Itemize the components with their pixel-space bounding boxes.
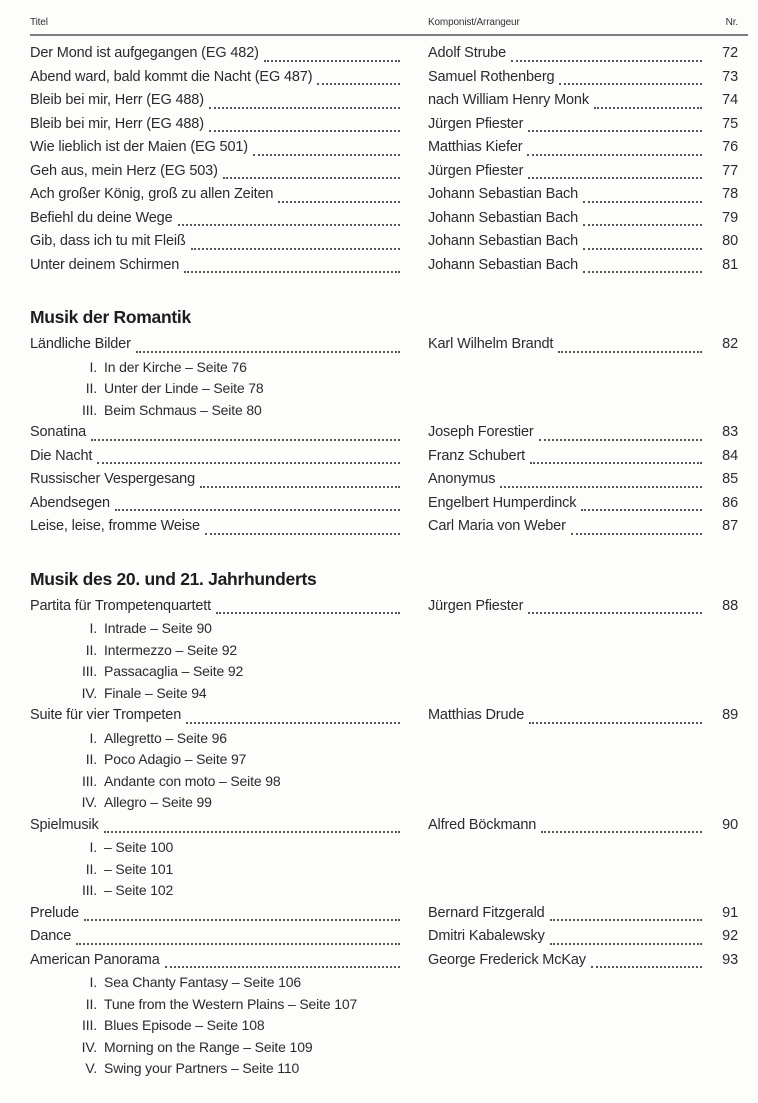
- movement-row: [30, 640, 748, 662]
- entry-composer: Matthias Drude: [428, 707, 525, 723]
- entry-composer-cell: [428, 492, 712, 516]
- toc-entry: [30, 949, 748, 1080]
- entry-title-cell: [30, 333, 403, 357]
- movement-row: [30, 400, 748, 422]
- title-dot-leader: [223, 177, 400, 179]
- entry-title-cell: [30, 42, 403, 66]
- entry-composer-cell: [428, 42, 712, 66]
- movement-text: Unter der Linde – Seite 78: [104, 380, 264, 396]
- entry-composer: Adolf Strube: [428, 45, 506, 61]
- movement-text: – Seite 101: [104, 860, 174, 877]
- entry-title: Sonatina: [30, 424, 87, 440]
- entry-number: 78: [722, 186, 738, 202]
- entry-composer: Engelbert Humperdinck: [428, 494, 577, 511]
- movement-text: Poco Adagio – Seite 97: [104, 751, 247, 767]
- entry-title-cell: [30, 595, 403, 619]
- movement-text: Finale – Seite 94: [104, 684, 207, 701]
- entry-title-cell: [30, 230, 403, 254]
- title-dot-leader: [104, 831, 400, 833]
- movement-numeral: I.: [89, 620, 97, 636]
- entry-number: 89: [722, 707, 738, 723]
- entry-number: 88: [722, 597, 738, 614]
- entry-title-cell: [30, 704, 403, 728]
- entry-row: [30, 704, 748, 728]
- title-dot-leader: [184, 271, 400, 273]
- entry-composer: Bernard Fitzgerald: [428, 904, 545, 921]
- composer-dot-leader: [558, 351, 702, 353]
- movement-row: [30, 994, 748, 1016]
- composer-dot-leader: [594, 107, 702, 109]
- composer-dot-leader: [583, 201, 702, 203]
- entry-composer: Matthias Kiefer: [428, 139, 523, 155]
- toc-column-header: [30, 17, 748, 36]
- entry-composer: Franz Schubert: [428, 447, 526, 464]
- entry-number: 82: [722, 336, 738, 352]
- entry-composer-cell: [428, 925, 712, 949]
- composer-dot-leader: [559, 83, 702, 85]
- entry-row: [30, 42, 748, 66]
- entry-composer: nach William Henry Monk: [428, 92, 589, 108]
- composer-dot-leader: [550, 943, 702, 945]
- entry-number: 80: [722, 233, 738, 249]
- movement-numeral: III.: [82, 1017, 97, 1033]
- entry-composer-cell: [428, 207, 712, 231]
- toc-entry: [30, 254, 748, 278]
- entry-title-cell: [30, 421, 403, 445]
- composer-dot-leader: [530, 462, 702, 464]
- entry-list: [30, 595, 748, 1080]
- entry-number: 84: [722, 447, 738, 464]
- entry-list: [30, 42, 748, 277]
- movement-numeral: III.: [82, 663, 97, 679]
- column-header-composer: Komponist/Arrangeur: [428, 17, 520, 28]
- toc-section: [30, 567, 748, 1080]
- movement-text: Passacaglia – Seite 92: [104, 663, 244, 679]
- entry-title-cell: [30, 113, 403, 137]
- entry-number: 74: [722, 92, 738, 108]
- entry-row: [30, 445, 748, 469]
- entry-composer: Carl Maria von Weber: [428, 518, 566, 534]
- entry-composer: Anonymus: [428, 471, 496, 487]
- toc-entry: [30, 814, 748, 902]
- movement-numeral: IV.: [81, 1038, 97, 1055]
- movement-row: [30, 357, 748, 379]
- entry-composer-cell: [428, 113, 712, 137]
- movement-text: Blues Episode – Seite 108: [104, 1017, 265, 1033]
- entry-row: [30, 421, 748, 445]
- entry-row: [30, 492, 748, 516]
- entry-row: [30, 949, 748, 973]
- entry-composer-cell: [428, 230, 712, 254]
- entry-title-cell: [30, 902, 403, 926]
- title-dot-leader: [165, 966, 400, 968]
- entry-composer: Karl Wilhelm Brandt: [428, 336, 554, 352]
- movement-numeral: II.: [85, 380, 97, 396]
- entry-title: Abend ward, bald kommt die Nacht (EG 487): [30, 68, 313, 85]
- entry-composer-cell: [428, 515, 712, 539]
- entry-row: [30, 230, 748, 254]
- toc-entry: [30, 207, 748, 231]
- entry-number: 75: [722, 115, 738, 132]
- composer-dot-leader: [581, 509, 702, 511]
- title-dot-leader: [91, 439, 400, 441]
- composer-dot-leader: [528, 130, 702, 132]
- entry-row: [30, 89, 748, 113]
- entry-title: Wie lieblich ist der Maien (EG 501): [30, 139, 248, 155]
- movement-row: [30, 859, 748, 881]
- toc-entry: [30, 89, 748, 113]
- entry-title: Ländliche Bilder: [30, 336, 131, 352]
- title-dot-leader: [209, 107, 400, 109]
- movement-numeral: II.: [85, 641, 97, 658]
- entry-row: [30, 925, 748, 949]
- entry-composer-cell: [428, 333, 712, 357]
- title-dot-leader: [200, 486, 400, 488]
- entry-composer: Johann Sebastian Bach: [428, 256, 579, 273]
- toc-entry: [30, 333, 748, 421]
- entry-title: Suite für vier Trompeten: [30, 707, 182, 723]
- movement-numeral: I.: [89, 839, 97, 855]
- entry-title-cell: [30, 515, 403, 539]
- toc-entry: [30, 113, 748, 137]
- entry-composer-cell: [428, 445, 712, 469]
- movement-text: Beim Schmaus – Seite 80: [104, 401, 262, 418]
- composer-dot-leader: [539, 439, 702, 441]
- movement-numeral: I.: [89, 729, 97, 746]
- toc-entry: [30, 704, 748, 814]
- movement-row: [30, 683, 748, 705]
- entry-list: [30, 333, 748, 539]
- entry-number: 83: [722, 424, 738, 440]
- entry-composer-cell: [428, 421, 712, 445]
- entry-row: [30, 515, 748, 539]
- toc-entry: [30, 66, 748, 90]
- toc-entry: [30, 445, 748, 469]
- entry-composer-cell: [428, 902, 712, 926]
- entry-row: [30, 595, 748, 619]
- entry-composer-cell: [428, 814, 712, 838]
- entry-row: [30, 254, 748, 278]
- movement-row: [30, 728, 748, 750]
- entry-title-cell: [30, 814, 403, 838]
- movement-row: [30, 771, 748, 793]
- movement-numeral: I.: [89, 974, 97, 990]
- entry-title-cell: [30, 89, 403, 113]
- entry-composer-cell: [428, 66, 712, 90]
- title-dot-leader: [205, 533, 400, 535]
- column-header-number: Nr.: [725, 17, 738, 28]
- movement-row: [30, 792, 748, 814]
- section-heading: Musik der Romantik: [30, 307, 191, 327]
- movement-row: [30, 880, 748, 902]
- composer-dot-leader: [527, 154, 702, 156]
- toc-entry: [30, 925, 748, 949]
- entry-row: [30, 66, 748, 90]
- entry-composer: Samuel Rothenberg: [428, 68, 555, 85]
- movement-text: In der Kirche – Seite 76: [104, 358, 247, 375]
- title-dot-leader: [186, 722, 400, 724]
- entry-row: [30, 902, 748, 926]
- movement-text: Andante con moto – Seite 98: [104, 772, 281, 789]
- toc-entry: [30, 183, 748, 207]
- title-dot-leader: [216, 612, 400, 614]
- toc-entry: [30, 468, 748, 492]
- movement-numeral: IV.: [81, 684, 97, 701]
- title-dot-leader: [136, 351, 400, 353]
- movement-numeral: III.: [82, 882, 97, 898]
- movement-row: [30, 661, 748, 683]
- title-dot-leader: [278, 201, 400, 203]
- movement-list: [30, 837, 748, 902]
- entry-title: Russischer Vespergesang: [30, 471, 196, 487]
- entry-number: 72: [722, 45, 738, 61]
- section-heading: Musik des 20. und 21. Jahrhunderts: [30, 568, 317, 589]
- entry-title: Geh aus, mein Herz (EG 503): [30, 162, 218, 179]
- entry-row: [30, 136, 748, 160]
- entry-composer-cell: [428, 89, 712, 113]
- entry-composer: Joseph Forestier: [428, 424, 534, 440]
- entry-title-cell: [30, 207, 403, 231]
- title-dot-leader: [191, 248, 400, 250]
- entry-composer-cell: [428, 254, 712, 278]
- movement-text: Intrade – Seite 90: [104, 620, 212, 636]
- entry-number: 87: [722, 518, 738, 534]
- entry-title-cell: [30, 254, 403, 278]
- entry-title: Prelude: [30, 904, 79, 921]
- title-dot-leader: [178, 224, 401, 226]
- entry-number: 93: [722, 951, 738, 968]
- movement-text: Allegretto – Seite 96: [104, 729, 227, 746]
- movement-list: [30, 972, 748, 1080]
- movement-row: [30, 749, 748, 771]
- movement-row: [30, 378, 748, 400]
- entry-title-cell: [30, 492, 403, 516]
- entry-title: Bleib bei mir, Herr (EG 488): [30, 92, 204, 108]
- entry-number: 86: [722, 494, 738, 511]
- movement-list: [30, 728, 748, 814]
- entry-composer: Johann Sebastian Bach: [428, 186, 579, 202]
- entry-composer-cell: [428, 183, 712, 207]
- movement-row: [30, 618, 748, 640]
- entry-title: Partita für Trompetenquartett: [30, 597, 212, 614]
- entry-composer: Dmitri Kabalewsky: [428, 928, 545, 944]
- composer-dot-leader: [529, 722, 702, 724]
- title-dot-leader: [317, 83, 400, 85]
- composer-dot-leader: [511, 60, 702, 62]
- entry-row: [30, 207, 748, 231]
- entry-number: 92: [722, 928, 738, 944]
- toc-body: [30, 42, 748, 1080]
- entry-title-cell: [30, 949, 403, 973]
- toc-section: [30, 42, 748, 277]
- movement-numeral: I.: [89, 358, 97, 375]
- title-dot-leader: [253, 154, 400, 156]
- movement-text: Morning on the Range – Seite 109: [104, 1038, 313, 1055]
- movement-text: – Seite 102: [104, 882, 174, 898]
- movement-numeral: IV.: [81, 794, 97, 810]
- title-dot-leader: [97, 462, 400, 464]
- movement-text: Tune from the Western Plains – Seite 107: [104, 995, 358, 1012]
- movement-numeral: III.: [82, 772, 97, 789]
- toc-entry: [30, 492, 748, 516]
- entry-title-cell: [30, 66, 403, 90]
- movement-row: [30, 837, 748, 859]
- movement-numeral: II.: [85, 751, 97, 767]
- title-dot-leader: [209, 130, 400, 132]
- movement-row: [30, 1015, 748, 1037]
- movement-row: [30, 972, 748, 994]
- entry-title: Dance: [30, 928, 72, 944]
- entry-row: [30, 113, 748, 137]
- entry-title: Gib, dass ich tu mit Fleiß: [30, 233, 186, 249]
- movement-row: [30, 1037, 748, 1059]
- entry-title: American Panorama: [30, 951, 160, 968]
- entry-composer: Jürgen Pfiester: [428, 162, 524, 179]
- entry-title: Befiehl du deine Wege: [30, 209, 173, 226]
- movement-list: [30, 618, 748, 704]
- composer-dot-leader: [583, 224, 702, 226]
- movement-text: Allegro – Seite 99: [104, 794, 212, 810]
- entry-number: 73: [722, 68, 738, 85]
- entry-number: 85: [722, 471, 738, 487]
- toc-entry: [30, 136, 748, 160]
- entry-composer-cell: [428, 136, 712, 160]
- toc-entry: [30, 42, 748, 66]
- composer-dot-leader: [541, 831, 702, 833]
- entry-row: [30, 814, 748, 838]
- entry-title-cell: [30, 183, 403, 207]
- movement-text: Intermezzo – Seite 92: [104, 641, 238, 658]
- entry-title-cell: [30, 925, 403, 949]
- toc-entry: [30, 595, 748, 705]
- toc-section: [30, 305, 748, 539]
- entry-row: [30, 333, 748, 357]
- entry-title-cell: [30, 445, 403, 469]
- composer-dot-leader: [571, 533, 702, 535]
- entry-number: 91: [722, 904, 738, 921]
- entry-title-cell: [30, 468, 403, 492]
- title-dot-leader: [84, 919, 400, 921]
- entry-composer: Alfred Böckmann: [428, 816, 537, 833]
- composer-dot-leader: [583, 271, 702, 273]
- toc-entry: [30, 421, 748, 445]
- composer-dot-leader: [528, 612, 702, 614]
- movement-row: [30, 1058, 748, 1080]
- entry-row: [30, 183, 748, 207]
- toc-entry: [30, 230, 748, 254]
- entry-title: Ach großer König, groß zu allen Zeiten: [30, 186, 274, 202]
- entry-composer: George Frederick McKay: [428, 951, 586, 968]
- entry-title: Leise, leise, fromme Weise: [30, 518, 200, 534]
- entry-row: [30, 468, 748, 492]
- entry-row: [30, 160, 748, 184]
- movement-numeral: V.: [85, 1060, 97, 1076]
- movement-text: – Seite 100: [104, 839, 174, 855]
- entry-title: Der Mond ist aufgegangen (EG 482): [30, 45, 259, 61]
- toc-entry: [30, 515, 748, 539]
- entry-number: 79: [722, 209, 738, 226]
- movement-numeral: II.: [85, 860, 97, 877]
- composer-dot-leader: [528, 177, 702, 179]
- entry-number: 77: [722, 162, 738, 179]
- entry-number: 90: [722, 816, 738, 833]
- entry-title: Die Nacht: [30, 447, 93, 464]
- movement-numeral: III.: [82, 401, 97, 418]
- column-header-title: Titel: [30, 17, 48, 28]
- composer-dot-leader: [583, 248, 702, 250]
- title-dot-leader: [264, 60, 400, 62]
- entry-composer-cell: [428, 468, 712, 492]
- entry-composer: Jürgen Pfiester: [428, 597, 524, 614]
- movement-text: Swing your Partners – Seite 110: [104, 1060, 300, 1076]
- entry-composer-cell: [428, 704, 712, 728]
- entry-title: Spielmusik: [30, 816, 99, 833]
- composer-dot-leader: [550, 919, 702, 921]
- entry-title: Unter deinem Schirmen: [30, 256, 180, 273]
- entry-number: 76: [722, 139, 738, 155]
- movement-numeral: II.: [85, 995, 97, 1012]
- entry-title-cell: [30, 160, 403, 184]
- movement-text: Sea Chanty Fantasy – Seite 106: [104, 974, 302, 990]
- title-dot-leader: [115, 509, 400, 511]
- toc-entry: [30, 902, 748, 926]
- entry-number: 81: [722, 256, 738, 273]
- entry-composer-cell: [428, 160, 712, 184]
- movement-list: [30, 357, 748, 422]
- title-dot-leader: [76, 943, 400, 945]
- composer-dot-leader: [500, 486, 702, 488]
- entry-composer-cell: [428, 949, 712, 973]
- entry-composer-cell: [428, 595, 712, 619]
- entry-composer: Jürgen Pfiester: [428, 115, 524, 132]
- entry-composer: Johann Sebastian Bach: [428, 209, 579, 226]
- toc-entry: [30, 160, 748, 184]
- entry-title: Bleib bei mir, Herr (EG 488): [30, 115, 204, 132]
- entry-title: Abendsegen: [30, 494, 110, 511]
- entry-composer: Johann Sebastian Bach: [428, 233, 579, 249]
- entry-title-cell: [30, 136, 403, 160]
- composer-dot-leader: [591, 966, 702, 968]
